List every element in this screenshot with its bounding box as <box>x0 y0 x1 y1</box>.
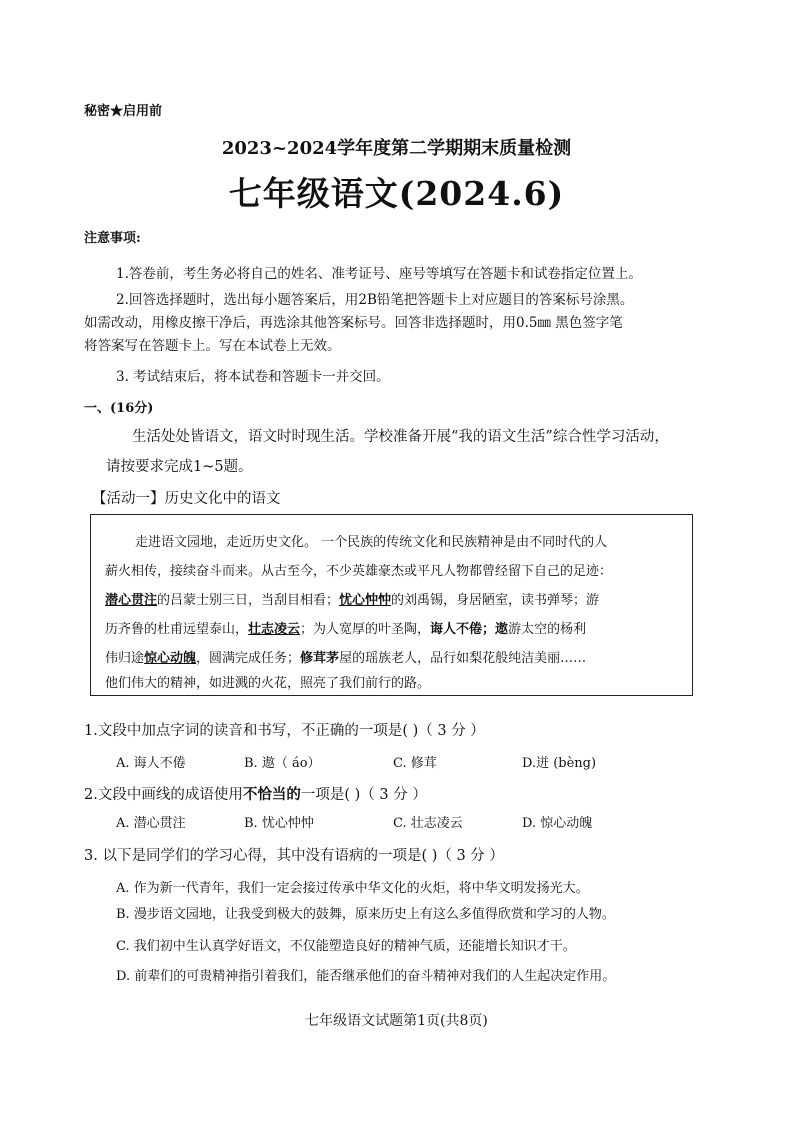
dotted-words-xiurong: 修茸茅 <box>300 651 340 666</box>
q1-option-d: D.迸 (bèng) <box>522 756 597 771</box>
passage-line-6: 他们伟大的精神，如进溅的火花，照亮了我们前行的路。 <box>105 676 431 691</box>
dotted-words-huiren-ao: 诲人不倦；遨 <box>430 622 509 637</box>
note-item-2-line-2: 如需改动，用橡皮擦干净后，再选涂其他答案标号。回答非选择题时，用0.5㎜ 黑色签字笔 <box>84 315 623 331</box>
notes-heading: 注意事项: <box>84 231 141 246</box>
passage-line-4: 历齐鲁的杜甫远望泰山，壮志凌云；为人宽厚的叶圣陶，诲人不倦；遨游太空的杨利 <box>105 622 587 637</box>
question-3: 3. 以下是同学们的学习心得，其中没有语病的一项是( )（ 3 分 ） <box>84 848 504 864</box>
q3-option-b: B. 漫步语文园地，让我受到极大的鼓舞，原来历史上有这么多值得欣赏和学习的人物。 <box>116 907 615 922</box>
confidential-label: 秘密★启用前 <box>84 104 163 119</box>
reading-passage-box <box>90 514 693 696</box>
section-heading: 一、(16分) <box>84 401 154 416</box>
q1-option-c: C. 修茸 <box>393 756 437 771</box>
section-intro-line-2: 请按要求完成1~5题。 <box>106 459 253 475</box>
question-2: 2.文段中画线的成语使用不恰当的一项是( )（ 3 分 ） <box>84 786 427 803</box>
q3-option-a: A. 作为新一代青年，我们一定会接过传承中华文化的火炬，将中华文明发扬光大。 <box>116 881 589 896</box>
exam-title: 2023~2024学年度第二学期期末质量检测 <box>221 138 572 159</box>
page-footer: 七年级语文试题第1页(共8页) <box>305 1013 488 1029</box>
q2-option-b: B. 忧心忡忡 <box>244 816 314 831</box>
note-item-2-line-3: 将答案写在答题卡上。写在本试卷上无效。 <box>84 338 341 354</box>
q2-option-d: D. 惊心动魄 <box>522 816 593 831</box>
idiom-youxin-chongchong: 忧心忡忡 <box>339 593 392 608</box>
question-1: 1.文段中加点字词的读音和书写，不正确的一项是( )（ 3 分 ） <box>84 723 485 739</box>
q3-option-c: C. 我们初中生认真学好语文，不仅能塑造良好的精神气质，还能增长知识才干。 <box>116 939 576 954</box>
q2-option-c: C. 壮志凌云 <box>393 816 463 831</box>
emphasis-not-appropriate: 不恰当的 <box>242 786 301 803</box>
note-item-2-line-1: 2.回答选择题时，选出每小题答案后，用2B铅笔把答题卡上对应题目的答案标号涂黑。 <box>116 292 634 308</box>
idiom-zhuangzhi-lingyun: 壮志凌云 <box>248 622 301 637</box>
passage-line-1: 走进语文园地，走近历史文化。 一个民族的传统文化和民族精神是由不同时代的人 <box>135 535 608 550</box>
idiom-qianxin-guanzhu: 潜心贯注 <box>105 593 158 608</box>
idiom-jingxin-dongpo: 惊心动魄 <box>144 651 197 666</box>
q1-option-a: A. 诲人不倦 <box>116 756 186 771</box>
passage-line-2: 薪火相传，接续奋斗而来。从古至今，不少英雄豪杰或平凡人物都曾经留下自己的足迹： <box>105 564 613 579</box>
activity-heading: 【活动一】历史文化中的语文 <box>92 491 281 507</box>
section-intro-line-1: 生活处处皆语文，语文时时现生活。学校准备开展“我的语文生活”综合性学习活动， <box>132 429 669 445</box>
note-item-1: 1.答卷前，考生务必将自己的姓名、准考证号、座号等填写在答题卡和试卷指定位置上。 <box>116 266 642 282</box>
q3-option-d: D. 前辈们的可贵精神指引着我们，能否继承他们的奋斗精神对我们的人生起决定作用。 <box>116 969 616 984</box>
passage-line-5: 伟归途惊心动魄，圆满完成任务；修茸茅屋的瑶族老人，品行如梨花般纯洁美丽…… <box>105 651 587 666</box>
q1-option-b: B. 遨（ áo） <box>244 756 321 771</box>
note-item-3: 3. 考试结束后，将本试卷和答题卡一并交回。 <box>116 369 390 385</box>
q2-option-a: A. 潜心贯注 <box>116 816 186 831</box>
passage-line-3: 潜心贯注的吕蒙士别三日，当刮目相看；忧心忡忡的刘禹锡，身居陋室，读书弹琴；游 <box>105 593 600 608</box>
exam-subtitle: 七年级语文(2024.6) <box>228 174 565 213</box>
